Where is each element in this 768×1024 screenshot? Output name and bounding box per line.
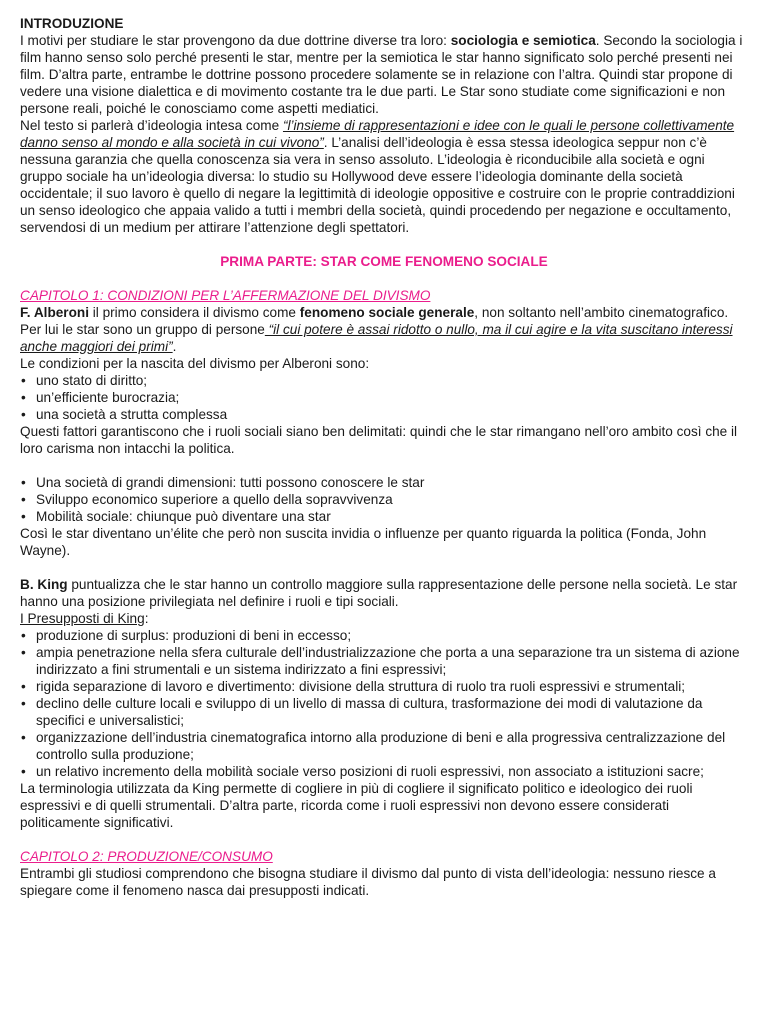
intro-paragraph-2: Nel testo si parlerà d’ideologia intesa come “l’insieme di rappresentazioni e idee con le quali le persone collettivamente danno senso al mondo e alla società in cui vivono”. L’analisi dell’ideologia è essa stessa ideologica seppur non c’è nessuna garanzia che quella conoscenza sia vera in senso assoluto. L’ideologia è riconducibile alla società e ogni gruppo sociale ha un’ideologia diversa: lo studio su Hollywood deve essere l’ideologia dominante della società occidentale; il suo lavoro è quello di negare la legittimità di ideologie oppositive e costruire con le proprie contraddizioni un senso ideologico che appaia valido a tutti i membri della società, quindi procedendo per negazione e occultamento, servendosi di un medium per attirare l’attenzione degli spettatori. (20, 118, 735, 235)
chapter-2-title: CAPITOLO 2: PRODUZIONE/CONSUMO (20, 849, 273, 864)
alberoni-paragraph: F. Alberoni il primo considera il divismo come fenomeno sociale generale, non soltanto nell’ambito cinematografico. Per lui le star sono un gruppo di persone “il cui potere è assai ridotto o nullo, ma il cui agire e la vita suscitano interessi anche maggiori dei primi”. (20, 305, 733, 354)
list-item: • declino delle culture locali e sviluppo di un livello di massa di cultura, trasformazione dei modi di valutazione da specifici e universalistici; (20, 695, 748, 729)
list-item: • una società a strutta complessa (20, 406, 748, 423)
list-item: • ampia penetrazione nella sfera culturale dell’industrializzazione che porta a una separazione tra un sistema di azione indirizzato a fini strumentali e un sistema indirizzato a fini espressivi; (20, 644, 748, 678)
king-paragraph: B. King puntualizza che le star hanno un controllo maggiore sulla rappresentazione delle persone nella società. Le star hanno una posizione privilegiata nel definire i ruoli e tipi sociali. (20, 577, 738, 609)
list-item: • Una società di grandi dimensioni: tutti possono conoscere le star (20, 474, 748, 491)
king-presuppositions-list (20, 627, 748, 780)
factors-list (20, 474, 748, 525)
list-item: • uno stato di diritto; (20, 372, 748, 389)
list-item: • produzione di surplus: produzioni di beni in eccesso; (20, 627, 748, 644)
part-heading: PRIMA PARTE: STAR COME FENOMENO SOCIALE (220, 254, 548, 269)
intro-heading: INTRODUZIONE (20, 16, 124, 31)
list-item: • rigida separazione di lavoro e divertimento: divisione della struttura di ruolo tra ruoli espressivi e strumentali; (20, 678, 748, 695)
alberoni-quote: “il cui potere è assai ridotto o nullo, ma il cui agire e la vita suscitano interessi anche maggiori dei primi” (20, 322, 733, 354)
chapter-2-paragraph: Entrambi gli studiosi comprendono che bisogna studiare il divismo dal punto di vista dell’ideologia: nessuno riesce a spiegare come il fenomeno nasca dai presupposti indicati. (20, 866, 716, 898)
bold-term: sociologia e semiotica (450, 33, 596, 48)
conditions-after: Questi fattori garantiscono che i ruoli sociali siano ben delimitati: quindi che le star rimangano nell’oro ambito così che il loro carisma non intacchi la politica. (20, 424, 738, 456)
list-item: • Sviluppo economico superiore a quello della sopravvivenza (20, 491, 748, 508)
conditions-intro: Le condizioni per la nascita del divismo per Alberoni sono: (20, 356, 370, 371)
chapter-1-title: CAPITOLO 1: CONDIZIONI PER L’AFFERMAZIONE DEL DIVISMO (20, 288, 431, 303)
elite-paragraph: Così le star diventano un’élite che però non suscita invidia o influenze per quanto riguarda la politica (Fonda, John Wayne). (20, 526, 707, 558)
king-after-paragraph: La terminologia utilizzata da King permette di cogliere in più di cogliere il significato politico e ideologico dei ruoli espressivi e di quelli strumentali. D’altra parte, ricorda come i ruoli espressivi non devono essere considerati politicamente significativi. (20, 781, 693, 830)
list-item: • Mobilità sociale: chiunque può diventare una star (20, 508, 748, 525)
list-item: • un’efficiente burocrazia; (20, 389, 748, 406)
conditions-list (20, 372, 748, 423)
ideology-quote: “l’insieme di rappresentazioni e idee con le quali le persone collettivamente danno senso al mondo e alla società in cui vivono” (20, 118, 735, 150)
king-list-title: I Presupposti di King: (20, 611, 149, 626)
introduction-section (20, 15, 748, 236)
chapter-2-section (20, 848, 748, 899)
chapter-1-section (20, 287, 748, 831)
list-item: • un relativo incremento della mobilità sociale verso posizioni di ruoli espressivi, non associato a istituzioni sacre; (20, 763, 748, 780)
intro-paragraph-1: I motivi per studiare le star provengono da due dottrine diverse tra loro: sociologia e semiotica. Secondo la sociologia i film hanno senso solo perché presenti le star, mentre per la semiotica le star hanno significato solo perché presenti nei film. D’altra parte, entrambe le dottrine possono procedere solamente se in relazione con l’altra. Quindi star propone di vedere una visione dialettica e di movimento costante tra le due parti. Le Star sono studiate come significazioni e non persone reali, poiché le conosciamo come aspetti mediatici. (20, 33, 743, 116)
list-item: • organizzazione dell’industria cinematografica intorno alla produzione di beni e alla progressiva centralizzazione del controllo sulla produzione; (20, 729, 748, 763)
